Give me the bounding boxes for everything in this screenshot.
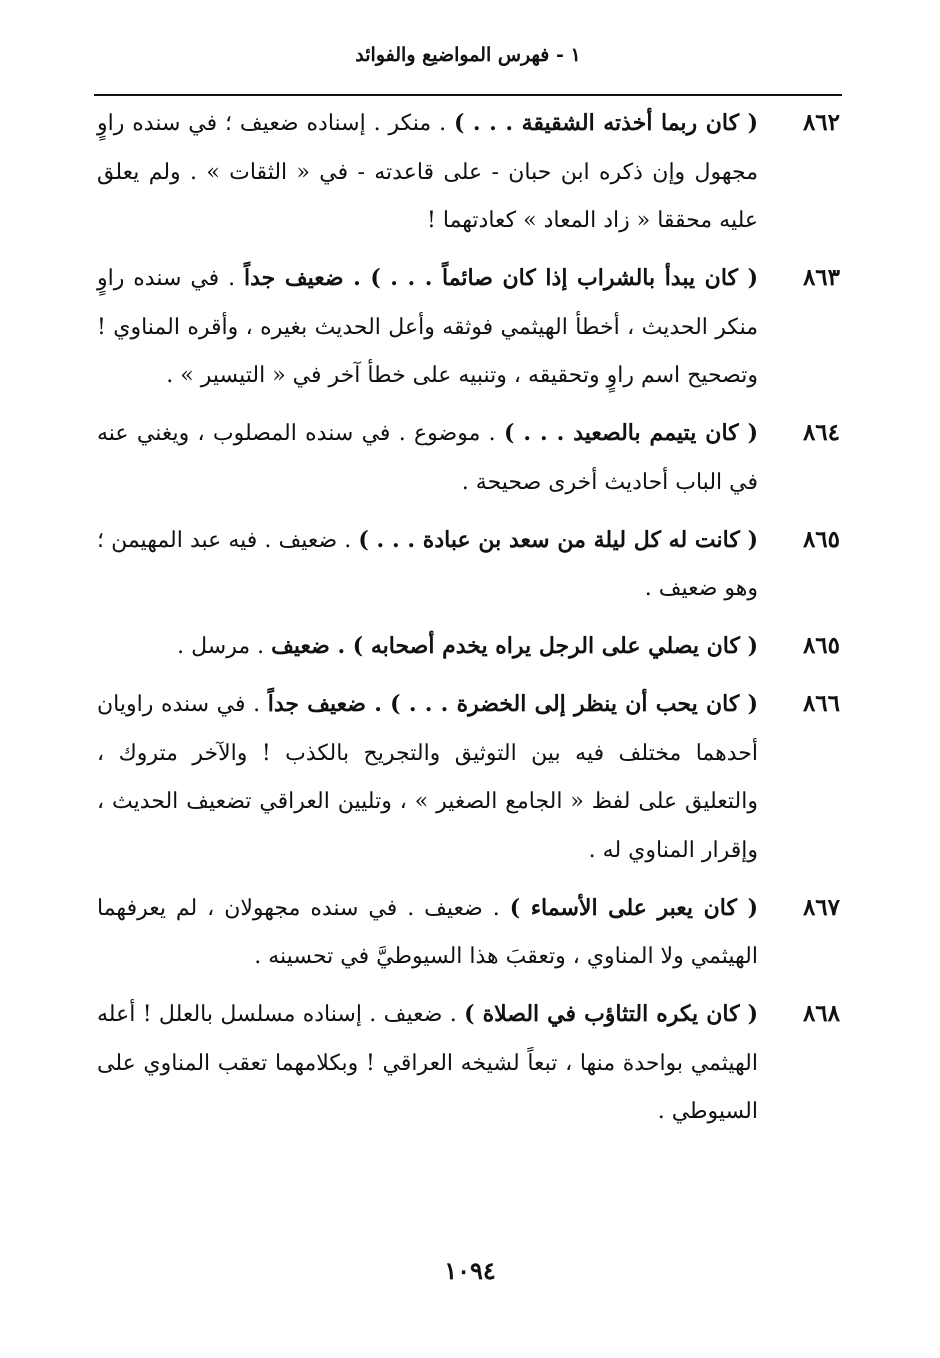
- entry-body: . مرسل .: [177, 634, 272, 659]
- entry-867: [97, 884, 840, 982]
- hadith-title: ( كان يبدأ بالشراب إذا كان صائماً . . . ): [370, 265, 758, 291]
- hadith-title: ( كانت له كل ليلة من سعد بن عبادة . . . ): [358, 526, 758, 553]
- entry-number: ٨٦٢: [802, 109, 840, 136]
- entry-verdict: . ضعيف جداً: [243, 265, 371, 291]
- header-divider: [94, 94, 842, 96]
- entry-868: [97, 990, 840, 1137]
- entry-number: ٨٦٥: [802, 632, 840, 659]
- page-number: ١٠٩٤: [444, 1256, 496, 1285]
- entry-body: . ضعيف . فيه عبد المهيمن ؛ وهو ضعيف .: [97, 527, 758, 601]
- entry-verdict: . ضعيف: [271, 633, 353, 659]
- entry-number: ٨٦٨: [802, 1000, 840, 1027]
- entry-body: . ضعيف . في سنده مجهولان ، لم يعرفهما الهيثمي ولا المناوي ، وتعقبَ هذا السيوطيَّ في تحسينه .: [97, 895, 758, 969]
- hadith-title: ( كان يتيمم بالصعيد . . . ): [503, 420, 758, 446]
- entry-body: . في سنده راوٍ منكر الحديث ، أخطأ الهيثمي فوثقه وأعل الحديث بغيره ، وأقره المناوي ! وتصحيح اسم راوٍ وتحقيقه ، وتنبيه على خطأ آخر في « التيسير » .: [97, 266, 758, 388]
- page-header: ١ - فهرس المواضيع والفوائد: [355, 44, 581, 66]
- entry-863: [97, 254, 840, 401]
- entry-865-b: [97, 622, 840, 672]
- hadith-title: ( كان يعبر على الأسماء ): [509, 894, 758, 921]
- entry-list: [97, 99, 840, 1145]
- entry-body: . موضوع . في سنده المصلوب ، ويغني عنه في الباب أحاديث أخرى صحيحة .: [97, 421, 758, 495]
- entry-body: . ضعيف . إسناده مسلسل بالعلل ! أعله الهيثمي بواحدة منها ، تبعاً لشيخه العراقي ! وبكلامهما تعقب المناوي على السيوطي .: [97, 1002, 758, 1124]
- entry-number: ٨٦٣: [802, 264, 840, 291]
- entry-862: [97, 99, 840, 246]
- hadith-title: ( كان يحب أن ينظر إلى الخضرة . . . ): [390, 691, 758, 717]
- entry-body: . في سنده راويان أحدهما مختلف فيه بين التوثيق والتجريح بالكذب ! والآخر متروك ، والتعليق على لفظ « الجامع الصغير » ، وتليين العراقي تضعيف الحديث ، وإقرار المناوي له .: [97, 692, 758, 863]
- entry-number: ٨٦٦: [802, 690, 840, 717]
- entry-866: [97, 680, 840, 875]
- entry-body: . منكر . إسناده ضعيف ؛ في سنده راوٍ مجهول وإن ذكره ابن حبان - على قاعدته - في « الثقات » . ولم يعلق عليه محققا « زاد المعاد » كعادتهما !: [97, 111, 758, 233]
- entry-864: [97, 409, 840, 507]
- entry-number: ٨٦٧: [802, 893, 840, 921]
- hadith-title: ( كان يكره التثاؤب في الصلاة ): [464, 1001, 759, 1027]
- entry-number: ٨٦٤: [802, 419, 840, 446]
- hadith-title: ( كان يصلي على الرجل يراه يخدم أصحابه ): [352, 633, 758, 659]
- hadith-title: ( كان ربما أخذته الشقيقة . . . ): [453, 110, 759, 136]
- entry-865: [97, 516, 840, 614]
- entry-verdict: . ضعيف جداً: [267, 691, 391, 717]
- entry-number: ٨٦٥: [802, 525, 840, 553]
